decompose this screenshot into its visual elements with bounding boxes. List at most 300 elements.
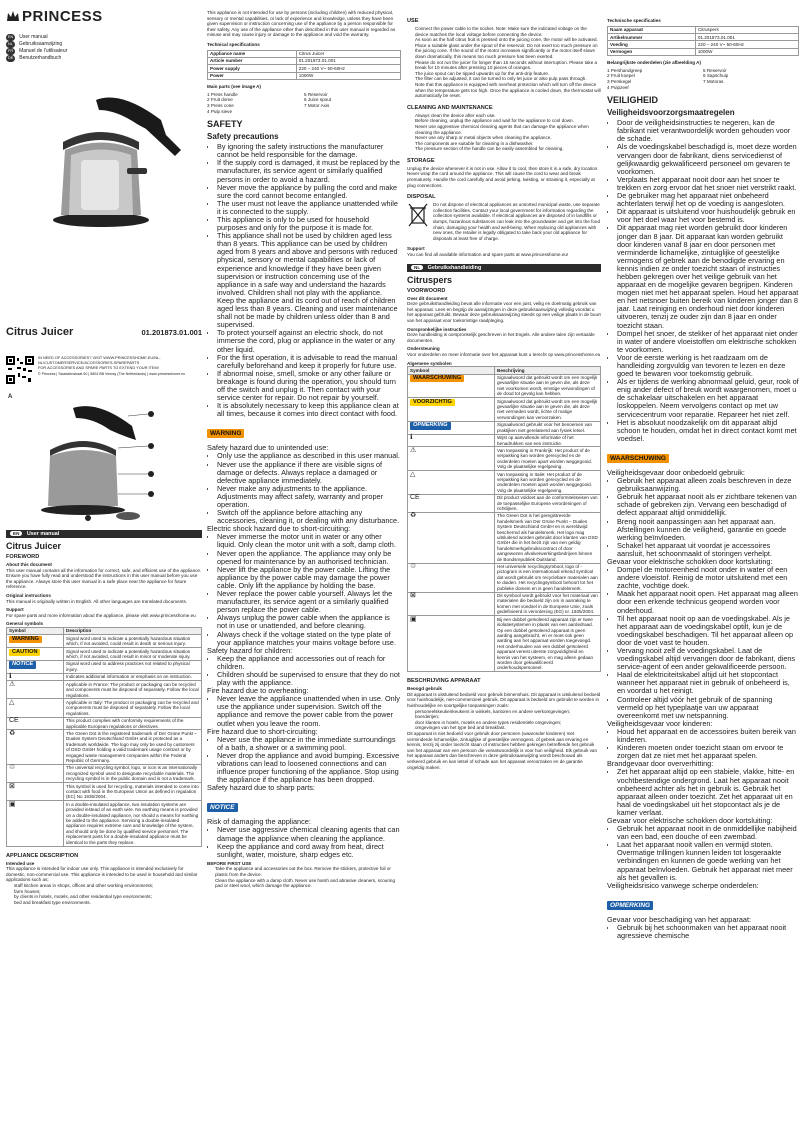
spec-value: 01.201873.01.001 <box>296 57 400 64</box>
damage-list <box>207 826 401 858</box>
spec-key: Naam apparaat <box>608 26 696 33</box>
signal-word-label: NOTICE <box>9 661 36 668</box>
clean-item: • Before cleaning, unplug the appliance and wait for the appliance to cool down. <box>415 118 601 124</box>
exploded-juicer-diagram <box>28 396 178 524</box>
safety-precautions-heading: Safety precautions <box>207 132 279 142</box>
en-title: Citrus Juicer <box>6 541 62 551</box>
symbol-description: Signal word used to indicate a potentially hazardous situation which, if not avoided, could result in death or serious injury. <box>64 635 202 648</box>
before-first-use-list <box>207 866 401 888</box>
disposal-block <box>407 202 601 241</box>
onbedoeld-heading: Veiligheidsgevaar door onbedoeld gebruik: <box>607 467 745 477</box>
maatregel-item: • De gebruiker mag het apparaat niet onbeheerd achterlaten terwijl het op de voeding is aangesloten. <box>617 192 799 208</box>
maatregelen-heading: Veiligheidsvoorzorgsmaatregelen <box>607 108 735 118</box>
symbol-row <box>7 730 202 764</box>
part-item: 1 Pershandgreep <box>607 67 643 73</box>
before-first-use-heading: BEFORE FIRST USE <box>207 860 252 866</box>
clean-item: • Always clean the device after each use. <box>415 113 601 119</box>
copyright: © Princess | Swaddenstraat 60 | 5804 BB Venray (The Netherlands) | www.princesshome.eu <box>38 372 186 377</box>
shock-heading: Electric shock hazard due to short-circuiting: <box>207 524 351 534</box>
intended-heading: Intended use <box>6 860 35 866</box>
precaution-item: • This appliance shall not be used by children aged less than 8 years. This appliance can be used by children aged from 8 years and above and persons with reduced physical, sensory or mental capabilities or lack of experience and knowledge if they have been given supervision or instruction concerning use of the appliance in a safe way and understand the hazards involved. Children shall not play with the appliance. Keep the appliance and its cord out of reach of children aged less than 8 years. Cleaning and user maintenance shall not be made by children unless older than 8 and supervised. <box>217 232 401 329</box>
symbol-row <box>408 434 601 447</box>
symbol-row <box>408 374 601 398</box>
column-1 <box>6 0 202 1133</box>
symbol-cell <box>408 447 495 471</box>
shock-item: • Never replace the power cable yourself. Always let the manufacturer, its service agent or a similarly qualified person replace the power cable. <box>217 590 401 614</box>
use-list <box>407 26 601 99</box>
spec-row <box>608 26 799 33</box>
children-item: • Keep the appliance and accessories out of reach for children. <box>217 655 401 671</box>
maatregel-item: • Dit apparaat is uitsluitend voor huishoudelijk gebruik en voor het doel waar het voor bestemd is. <box>617 208 799 224</box>
onbedoeld-item: • Gebruik het apparaat alleen zoals beschreven in deze gebruiksaanwijzing. <box>617 477 799 493</box>
children-item: • Children should be supervised to ensure that they do not play with the appliance. <box>217 671 401 687</box>
symbol-description: Bij een dubbel geïsoleerd apparaat zijn er twee isolatiesystemen in plaats van een aardedraad. Op een dubbel geïsoleerd apparaat is geen aarding aangebracht, en er moet ook geen aarding aan het apparaat worden toegevoegd. Het onderhouden van een dubbel geïsoleerd apparaat vereist uiterste zorgvuldigheid en kennis van het systeem, en mag alleen gedaan worden door gekwalificeerd onderhoudspersoneel. <box>495 616 601 672</box>
nl-symbols-table <box>407 366 601 672</box>
nl-parts-list <box>607 68 799 90</box>
qr-line-1: IN NEED OF ACCESSORIES? VISIT WWW.PRINCESSHOME.EU/NL-NL/CUSTOMERSERVICE/ACCESSORIES-SPAREPARTS <box>38 355 161 365</box>
short-list <box>207 736 401 785</box>
spec-key: Artikelnummer <box>608 34 696 41</box>
symbol-cell <box>408 512 495 563</box>
symbol-cell <box>7 783 64 801</box>
nl-section-header <box>407 264 601 272</box>
product-image-hero <box>6 80 202 230</box>
language-row <box>6 41 202 48</box>
damage-heading: Risk of damaging the appliance: <box>207 817 311 827</box>
kinderen-item: • Houd het apparaat en de accessoires buiten bereik van kinderen. <box>617 728 799 744</box>
storage-heading: STORAGE <box>407 157 435 164</box>
warning-label: WARNING <box>207 429 244 438</box>
nl-badge: NL <box>411 265 423 270</box>
precaution-item: • It is absolutely necessary to keep this appliance clean at all times, because it comes into direct contact with food. <box>217 402 401 418</box>
oorspr-heading: Oorspronkelijke instructies <box>407 326 467 332</box>
onbedoeld-item: • Schakel het apparaat uit voordat je accessoires aansluit, het schoonmaakt of storingen verhelpt. <box>617 542 799 558</box>
en-section-header <box>6 530 202 538</box>
symbol-cell <box>7 801 64 846</box>
language-code-badge: NL <box>8 42 13 46</box>
symbol-description: Signal word used to indicate a potentially hazardous situation which, if not avoided, could result in minor or moderate injury. <box>64 648 202 661</box>
foreword-heading: FOREWORD <box>6 554 40 560</box>
spec-key: Article number <box>208 57 297 64</box>
cleaning-heading: CLEANING AND MAINTENANCE <box>407 104 493 111</box>
schok-item: • Haal de elektriciteitskabel altijd uit het stopcontact wanneer het apparaat niet in gebruik of onbeheerd is, en voordat u het reinigt. <box>617 671 799 695</box>
beoogd-item: • personeelskeukenkeukens in winkels, kantoren en andere werkomgevingen; <box>415 709 601 715</box>
spec-row <box>208 57 401 64</box>
kort-list <box>607 825 799 882</box>
damage-item: • Never use aggressive chemical cleaning agents that can damage the appliance when cleaning the appliance. <box>217 826 401 842</box>
onder-paragraph: Voor onderdelen en meer informatie over het apparaat kunt u terecht op www.princesshome.eu <box>407 351 601 357</box>
qr-code-icon <box>6 356 34 384</box>
schok-item: • Maak het apparaat nooit open. Het apparaat mag alleen door een erkende technicus geopend worden voor onderhoud. <box>617 590 799 614</box>
symbol-glyph-icon: △ <box>410 470 416 478</box>
princess-logo <box>6 8 202 25</box>
maatregel-item: • Voor de eerste werking is het raadzaam om de handleiding zorgvuldig van tevoren te lezen en deze goed te bewaren voor toekomstig gebruik. <box>617 354 799 378</box>
en-symbols-table <box>6 627 202 847</box>
symbol-glyph-icon: ⊠ <box>9 782 15 790</box>
signal-word-label: WARNING <box>9 636 42 643</box>
maatregel-item: • Door de veiligheidsinstructies te negeren, kan de fabrikant niet verantwoordelijk worden gehouden voor de schade. <box>617 119 799 143</box>
kort-heading: Gevaar voor elektrische schokken door kortsluiting: <box>607 815 773 825</box>
symbol-glyph-icon: ▣ <box>410 615 417 623</box>
citrus-juicer-illustration <box>41 80 191 230</box>
support2-paragraph: You can find all available information and spare parts at www.princesshome.eu! <box>407 252 569 257</box>
tech-spec-heading: Technical specifications <box>207 41 260 47</box>
about-heading: About this document <box>6 562 52 567</box>
kort-item: • Laat het apparaat nooit vallen en vermijd stoten. Overmatige trillingen kunnen leiden tot losgeraakte verbindingen en kunnen de goede werking van het apparaat beïnvloeden. Gebruik het apparaat niet meer als het gevallen is. <box>617 841 799 881</box>
symbol-row <box>7 764 202 782</box>
beoogd-item: • omgevingen van het type bed and breakfast. <box>415 725 601 731</box>
brand-item: • Zet het apparaat altijd op een stabiele, vlakke, hitte- en vochtbestendige ondergrond. Laat het apparaat nooit onbeheerd achter als het in gebruik is. Gebruik het apparaat alleen onder toezicht. Zet het apparaat uit en haal de voedingskabel uit het stopcontact als je de kamer verlaat. <box>617 768 799 817</box>
symbol-glyph-icon: ⊠ <box>410 592 416 600</box>
use-item: • Place a suitable glass under the spout of the reservoir. Do not exert too much pressure on the juicing cone. If the sound of the motor increases significantly or the motor itself slows down dramatically, this means too much pressure has been exerted. <box>415 43 601 60</box>
beoogd-paragraph: Dit apparaat is uitsluitend bedoeld voor gebruik binnenshuis. Dit apparaat is uitsluitend bedoeld voor huishoudelijk, niet-commercieel gebruik. Dit apparaat is bedoeld om gebruikt te worden in huishoudelijke en soortgelijke toepassingen zoals: <box>407 691 601 709</box>
main-parts-list <box>207 92 401 114</box>
symbol-col-header: Symbol <box>7 627 64 634</box>
figure-label: A <box>8 394 13 400</box>
symbol-description: Signal word used to address practices not related to physical injury. <box>64 660 202 673</box>
spec-value: 220 – 240 V~ 50-60Hz <box>695 41 798 48</box>
shock-item: • Never lift the appliance by the power cable. Lifting the appliance by the power cable may damage the power cable. Only lift the appliance by holding the base. <box>217 566 401 590</box>
beoogd-item: • boerderijen; <box>415 714 601 720</box>
damage-item: • Keep the appliance and cord away from heat, direct sunlight, water, moisture, sharp edges etc. <box>217 843 401 859</box>
cleaning-list <box>407 113 601 152</box>
symbol-glyph-icon: ⚠ <box>9 680 16 688</box>
onbedoeld-item: • Breng nooit aanpassingen aan het apparaat aan. Afstellingen kunnen de veiligheid, garantie en goede werking beïnvloeden. <box>617 518 799 542</box>
symbol-row <box>408 494 601 512</box>
symbol-description: Applicable in Italy: The product or packaging can be recycled and components must be disposed of separately. Follow the local regulations. <box>64 699 202 717</box>
unintended-item: • Never make any adjustments to the appliance. Adjustments may affect safety, warranty and proper operation. <box>217 485 401 509</box>
symbol-cell <box>7 730 64 764</box>
unintended-item: • Only use the appliance as described in this user manual. <box>217 452 401 460</box>
about-paragraph: This user manual contains all the information for correct, safe, and efficient use of the appliance. Ensure you have fully read and understood the instructions in this user manual before you use the appliance. Always store this user manual in a safe place near the appliance for future reference. <box>6 567 202 590</box>
language-label: Manuel de l'utilisateur <box>19 48 68 54</box>
spec-value: 01.201873.01.001 <box>695 34 798 41</box>
alg-symbols-heading: Algemene symbolen <box>407 360 452 366</box>
general-symbols-heading: General symbols <box>6 621 44 627</box>
symbol-cell <box>7 648 64 661</box>
symbol-description: Dit product voldoet aan de conformiteitseisen van de toepasselijke Europese verordeningen of richtlijnen. <box>495 494 601 512</box>
beschadiging-list <box>607 924 799 940</box>
language-row <box>6 55 202 62</box>
kort-item: • Gebruik het apparaat nooit in de onmiddellijke nabijheid van een bad, een douche of een zwembad. <box>617 825 799 841</box>
language-label: User manual <box>19 34 48 40</box>
crossed-bin-icon <box>407 202 429 228</box>
spec-value: 1000W <box>296 72 400 79</box>
spec-key: Vermogen <box>608 48 696 55</box>
maatregel-item: • Als er tijdens de werking abnormaal geluid, geur, rook of enig ander defect of breuk wordt waargenomen, moet u de schakelaar uitschakelen en het apparaat loskoppelen. Neem vervolgens contact op met uw servicecentrum voor reparatie. Repareer het niet zelf. <box>617 378 799 418</box>
nl-symbol-col-header: Symbool <box>408 367 495 374</box>
spec-row <box>208 65 401 72</box>
beoogd-item: • door klanten in hotels, motels en andere types residentiële omgevingen; <box>415 720 601 726</box>
symbol-cell <box>408 434 495 447</box>
beschadiging-item: • Gebruik bij het schoonmaken van het apparaat nooit agressieve chemische <box>617 924 799 940</box>
symbol-cell <box>408 374 495 398</box>
use-item: • Note that this appliance is equipped with overheat protection which will turn off the device when the temperature gets too high. Once the appliance is cooled down, the thermostat will automatically be reset. <box>415 82 601 99</box>
clean-item: • Never use aggressive chemical cleaning agents that can damage the appliance when cleaning the appliance. <box>415 124 601 135</box>
appliance-description-heading: APPLIANCE DESCRIPTION <box>6 852 79 859</box>
clean-item: • Never use any sharp or metal objects when cleaning the appliance. <box>415 135 601 141</box>
shock-item: • Never open the appliance. The appliance may only be opened for maintenance by an authorised technician. <box>217 550 401 566</box>
unintended-heading: Safety hazard due to unintended use: <box>207 443 329 453</box>
symbol-cell <box>408 494 495 512</box>
oorspr-paragraph: Deze handleiding is oorspronkelijk geschreven in het Engels. Alle andere talen zijn vertaalde documenten. <box>407 332 595 343</box>
main-parts-heading: Main parts (see image A) <box>207 84 261 90</box>
beschadiging-heading: Gevaar voor beschadiging van het apparaat: <box>607 914 752 924</box>
fire-item: • Never leave the appliance unattended when in use. Only use the appliance under supervision. Switch off the appliance and remove the power cable from the power outlet when you leave the room. <box>217 695 401 727</box>
symbol-row <box>408 421 601 434</box>
symbol-glyph-icon: ♻ <box>410 512 417 520</box>
symbol-cell <box>408 471 495 495</box>
maatregel-item: • Dit apparaat mag niet worden gebruikt door kinderen jonger dan 8 jaar. Dit apparaat kan worden gebruikt door kinderen vanaf 8 jaar en door personen met verminderde lichamelijke, zintuiglijke of geestelijke vermogens of gebrek aan de benodigde ervaring en kennis indien ze onder toezicht staan of instructies hebben gekregen over het veilige gebruik van het apparaat en de mogelijke gevaren begrijpen. Kinderen mogen niet met het apparaat spelen. Houd het apparaat en het netsnoer buiten bereik van kinderen jonger dan 8 jaar. Laat reiniging en onderhoud niet door kinderen uitvoeren, tenzij ze ouder zijn dan 8 jaar en onder toezicht staan. <box>617 224 799 329</box>
symbol-glyph-icon: ℹ <box>410 434 413 442</box>
language-row <box>6 34 202 41</box>
schok-item: • Dompel de motoreenheid nooit onder in water of een andere vloeistof. Reinig de motor uitsluitend met een zachte, vochtige doek. <box>617 566 799 590</box>
symbol-cell <box>7 673 64 680</box>
nl-tech-table <box>607 26 799 57</box>
support-paragraph: For spare parts and more information about the appliance, please visit www.princesshome.eu <box>6 612 196 618</box>
tech-spec-table <box>207 50 401 81</box>
precaution-item: • By ignoring the safety instructions the manufacturer cannot be held responsible for the damage. <box>217 143 401 159</box>
nl-header-label: Gebruikshandleiding <box>427 264 482 271</box>
symbol-row <box>408 447 601 471</box>
symbol-row <box>7 717 202 730</box>
intended-item: • by clients in hotels, motels, and other residential type environments; <box>14 894 202 900</box>
product-title: Citrus Juicer <box>6 326 74 338</box>
precaution-item: • If the supply cord is damaged, it must be replaced by the manufacturer, its service agent or similarly qualified persons in order to avoid a hazard. <box>217 159 401 183</box>
disposal-heading: DISPOSAL <box>407 194 436 201</box>
part-item: 7 Motor Axis <box>304 102 330 108</box>
clean-item: • The components are suitable for cleaning in a dishwasher. <box>415 141 601 147</box>
maatregelen-list <box>607 119 799 443</box>
nl-tech-heading: Technische specificaties <box>607 18 661 23</box>
beschrijving-heading: BESCHRIJVING APPARAAT <box>407 678 481 685</box>
symbol-glyph-icon: △ <box>9 698 15 706</box>
symbol-description: The Green Dot is het geregistreerde handelsmerk van Der Grüne Punkt – Duales System Deutschland GmbH en is wereldwijd beschermd als handelsmerk. Het logo mag uitsluitend worden gebruikt door klanten van DSD GmbH die in het bezit zijn van een geldig handelsmerkgebruikscontract of door aangewezen afvalverwerkingsbedrijven binnen de Bondsrepubliek Duitsland. <box>495 512 601 563</box>
language-code-badge: DE <box>8 56 14 60</box>
symbol-row <box>408 471 601 495</box>
column-2 <box>207 0 401 1133</box>
figure-a <box>6 394 202 524</box>
maatregel-item: • Het is absoluut noodzakelijk om dit apparaat altijd schoon te houden, omdat het in direct contact komt met voedsel. <box>617 419 799 443</box>
opmerking-label: OPMERKING <box>607 901 653 910</box>
symbol-cell <box>408 421 495 434</box>
maatregel-item: • Als de voedingskabel beschadigd is, moet deze worden vervangen door de fabrikant, diens servicedienst of gelijkwaardig gekwalificeerd personeel om gevaren te voorkomen. <box>617 143 799 175</box>
en-intro-paragraph: This appliance is not intended for use by persons (including children) with reduced physical, sensory or mental capabilities, or lack of experience and knowledge, unless they have been given supervision or instruction concerning use of the appliance by a person responsible for their safety. Any use of the appliance other than described in this user manual is regarded as misuse and may cause injury or damage to the appliance and void the warranty. <box>207 10 396 38</box>
spec-row <box>608 34 799 41</box>
nl-description-col-header: Beschrijving <box>495 367 601 374</box>
fire-list <box>207 695 401 727</box>
qr-line-2: FOR ACCESSORIES AND SPARE PARTS TO EXTEND YOUR ITEM! <box>38 364 159 370</box>
part-item: 4 Pulp sieve <box>207 108 233 114</box>
symbol-description: Wijst op aanvullende informatie of het benadrukken van een instructie. <box>495 434 601 447</box>
part-item: 4 Pulpzeef <box>607 84 629 90</box>
spec-row <box>608 41 799 48</box>
precaution-item: • For the first operation, it is advisable to read the manual carefully beforehand and keep it properly for future use. <box>217 354 401 370</box>
nl-parts-heading: Belangrijkste onderdelen (zie afbeelding A) <box>607 60 702 66</box>
kinderen-list <box>607 728 799 760</box>
disposal-paragraph: Do not dispose of electrical appliances as unsorted municipal waste, use separate collection facilities. Contact your local government for information regarding the collection systems available. If electrical appliances are disposed of in landfills or dumps, hazardous substances can leak into the groundwater and get into the food chain, damaging your health and well-being. When replacing old appliances with new ones, the retailer is legally obligated to take back your old appliance for disposals at least free of charge. <box>433 202 601 241</box>
symbol-row <box>7 681 202 699</box>
part-item: 5 Reservoir <box>703 67 727 73</box>
crown-icon <box>6 10 20 23</box>
spec-value: Citruspers <box>695 26 798 33</box>
over-paragraph: Deze gebruikshandleiding bevat alle informatie voor een juist, veilig en doelmatig gebruik van het apparaat. Lees en begrijp de aanwijzingen in deze gebruiksaanwijzing volledig voordat u het apparaat gebruikt. Bewaar deze gebruiksaanwijzing steeds op een veilige plaats in de buurt van het apparaat voor toekomstige raadpleging. <box>407 301 601 323</box>
schok-item: • Controleer altijd vóór het gebruik of de spanning vermeld op het typeplaatje van uw apparaat overeenkomt met uw netspanning. <box>617 696 799 720</box>
language-label: Gebruiksaanwijzing <box>18 41 63 47</box>
language-label: Benutzerhandbuch <box>19 55 62 61</box>
symbol-row <box>408 563 601 592</box>
symbol-row <box>7 673 202 680</box>
spec-value: 1000W <box>695 48 798 55</box>
part-item: 6 Sapschuip <box>703 73 729 79</box>
spec-row <box>208 72 401 79</box>
short-item: • Never use the appliance in the immediate surroundings of a bath, a shower or a swimming pool. <box>217 736 401 752</box>
signal-word-label: CAUTION <box>9 649 40 656</box>
symbol-description: The universal recycling symbol, logo, or icon is an internationally recognized symbol used to designate recyclable materials. The recycling symbol is in the public domain and is not a trademark. <box>64 764 202 782</box>
notice-label: NOTICE <box>207 803 238 812</box>
kinderen-heading: Veiligheidsgevaar voor kinderen: <box>607 718 713 728</box>
precautions-list <box>207 143 401 418</box>
symbol-glyph-icon: ♲ <box>9 764 16 772</box>
product-header <box>6 326 202 338</box>
symbol-glyph-icon: ⚠ <box>410 446 417 454</box>
part-item: 3 Press cone <box>207 102 234 108</box>
waarschuwing-label: WAARSCHUWING <box>607 454 669 463</box>
language-list <box>6 34 202 62</box>
symbol-row <box>7 783 202 801</box>
symbol-row <box>408 398 601 422</box>
shock-item: • Always check if the voltage stated on the type plate of your appliance matches your mains voltage before use. <box>217 631 401 647</box>
symbol-glyph-icon: CE <box>410 494 420 502</box>
onbedoeld-item: • Gebruik het apparaat nooit als er zichtbare tekenen van schade of gebreken zijn. Vervang een beschadigd of defect apparaat altijd onmiddellijk. <box>617 493 799 517</box>
intended-list <box>6 883 202 905</box>
schok-item: • Vervang nooit zelf de voedingskabel. Laat de voedingskabel altijd vervangen door de fabrikant, diens service-agent of een ander gekwalificeerde persoon. <box>617 647 799 671</box>
intended-item: • staff kitchen areas in shops, offices and other working environments; <box>14 883 202 889</box>
symbol-cell <box>7 660 64 673</box>
signal-word-label: WAARSCHUWING <box>410 375 464 382</box>
language-row <box>6 48 202 55</box>
column-3 <box>407 0 601 1133</box>
spec-key: Appliance name <box>208 50 297 57</box>
spec-value: Citrus Juicer <box>296 50 400 57</box>
scherp-heading: Veiligheidsrisico vanwege scherpe onderdelen: <box>607 880 759 890</box>
symbol-row <box>7 648 202 661</box>
en-badge: EN <box>10 531 22 536</box>
symbol-row <box>7 660 202 673</box>
short-heading: Fire hazard due to short-circuiting: <box>207 726 318 736</box>
maatregel-item: • Dompel het snoer, de stekker of het apparaat niet onder in water of andere vloeistoffen om elektrische schokken te voorkomen. <box>617 330 799 354</box>
use-heading: USE <box>407 18 419 24</box>
over-heading: Over dit document <box>407 295 448 301</box>
symbol-row <box>7 635 202 648</box>
symbol-cell <box>7 764 64 782</box>
before-item: • Take the appliance and accessories out the box. Remove the stickers, protective foil or plastic from the device. <box>215 866 401 877</box>
precaution-item: • To protect yourself against an electric shock, do not immerse the cord, plug or appliance in the water or any other liquid. <box>217 329 401 353</box>
use-item: • Please do not run the juicer for longer than 15 seconds without interruption. Please take a break for 10 minutes after pressing 10 pieces of oranges. <box>415 60 601 71</box>
part-item: 2 Fruit dome <box>207 97 233 103</box>
symbol-description: Het universele recyclingsymbool, logo of -pictogram is een internationaal erkend symbool dat wordt gebruikt om recyclebare materialen aan te duiden. Het recyclingsymbool behoort tot het publieke domein en is geen handelsmerk. <box>495 563 601 592</box>
intended-item: • bed and breakfast type environments. <box>14 900 202 906</box>
column-4 <box>607 0 799 1133</box>
symbol-description: This symbol is used for recycling, materials intended to come into contact with food in the European Union as defined in regulation (EC) No 1935/2004. <box>64 783 202 801</box>
en-header-label: User manual <box>26 531 60 537</box>
spec-key: Power <box>208 72 297 79</box>
part-item: 1 Press handle <box>207 91 238 97</box>
symbol-cell <box>408 398 495 422</box>
safety-heading: SAFETY <box>207 119 243 130</box>
before-item: • Clean the appliance with a damp cloth. Never use harsh and abrasive cleaners, scouring pad or steel wool, which damage the appliance. <box>215 878 401 889</box>
symbol-description: Signaalwoord dat gebruikt wordt om een mogelijk gevaarlijke situatie aan te geven die, als deze niet voorkomen wordt, ernstige verwondingen of de dood tot gevolg kan hebben. <box>495 374 601 398</box>
part-item: 6 Juice spout <box>304 97 332 103</box>
support2-heading: Support <box>407 246 425 252</box>
clean-item: • The pressure section of the handle can be easily assembled for cleaning. <box>415 146 601 152</box>
article-number: 01.201873.01.001 <box>141 328 202 337</box>
intended-paragraph: This appliance is intended for indoor use only. This appliance is intended exclusively for domestic, non-commercial use. This appliance is intended to be used in household and similar applications such as: <box>6 866 198 883</box>
schok-list <box>607 566 799 720</box>
symbol-cell <box>7 699 64 717</box>
description-col-header: Description <box>64 627 202 634</box>
brand-list <box>607 768 799 817</box>
symbol-cell <box>7 681 64 699</box>
symbol-cell <box>408 616 495 672</box>
beoogd-list <box>407 709 601 731</box>
short-item: • Never drop the appliance and avoid bumping. Excessive vibrations can lead to loosened connections and can influence proper functioning of the appliance. Stop using the appliance if the appliance has been dropped. <box>217 752 401 784</box>
symbol-description: Signaalwoord gebruikt voor het benoemen van praktijken niet gerelateerd aan fysiek letsel. <box>495 421 601 434</box>
unintended-item: • Never use the appliance if there are visible signs of damage or defects. Always replace a damaged or defective appliance immediately. <box>217 461 401 485</box>
symbol-description: In a double-insulated appliance, two insulation systems are provided instead of an earth wire. No earthing means is provided on a double-insulated appliance, nor should a means for earthing be added to the appliance. Servicing a double-insulated appliance requires extreme care and knowledge of the system, and should only be done by qualified service personnel. The replacement parts for a double-insulated appliance must be identical to the parts they replace. <box>64 801 202 846</box>
kinderen-item: • Kinderen moeten onder toezicht staan om ervoor te zorgen dat ze niet met het apparaat spelen. <box>617 744 799 760</box>
precaution-item: • If abnormal noise, smell, smoke or any other failure or breakage is found during the operation, you should turn off the switch and unplug it. Then contact with your service center for repair. Do not repair by yourself. <box>217 370 401 402</box>
use-item: • The filter can be adjusted, it can be turned to only let juice or also pulp pass through. <box>415 76 601 82</box>
symbol-row <box>7 801 202 846</box>
children-heading: Safety hazard for children: <box>207 645 293 655</box>
symbol-cell <box>7 635 64 648</box>
original-paragraph: This manual is originally written in English. All other languages are translated documents. <box>6 598 188 604</box>
fire-heading: Fire hazard due to overheating: <box>207 686 309 696</box>
use-item: • As soon as the half citrus fruit is pressed onto the juicing cone, the motor will be activated. <box>415 37 601 43</box>
voorwoord-heading: VOORWOORD <box>407 287 446 294</box>
precaution-item: • The user must not leave the appliance unattended while it is connected to the supply. <box>217 200 401 216</box>
storage-paragraph: Unplug the device whenever it is not in use. Allow it to cool, then store it in a safe, dry location. Never wrap the cord around the appliance. This will cause the cord to wear and break prematurely. Handle the cord carefully and avoid jerking, twisting, or straining it, especially at plug connections. <box>407 165 599 188</box>
symbol-cell <box>7 717 64 730</box>
spec-row <box>208 50 401 57</box>
schok-heading: Gevaar voor elektrische schokken door kortsluiting: <box>607 556 773 566</box>
precaution-item: • Never move the appliance by pulling the cord and make sure the cord cannot become entangled. <box>217 184 401 200</box>
symbol-cell <box>408 592 495 616</box>
symbol-description: Dit symbool wordt gebruikt voor het materiaal van materialen die bedoeld zijn om in aanraking te komen met voedsel in de Europese Unie, zoals gedefinieerd in verordening (EG) nr. 1935/2004. <box>495 592 601 616</box>
spec-value: 220 – 240 V~ 50-60Hz <box>296 65 400 72</box>
symbol-description: This product complies with conformity requirements of the applicable European regulations or directives. <box>64 717 202 730</box>
language-code-badge: EN <box>8 35 14 39</box>
part-item: 5 Reservoir <box>304 91 328 97</box>
symbol-description: Indicates additional information or emphasis on an instruction. <box>64 673 202 680</box>
brand-name: PRINCESS <box>22 8 103 25</box>
symbol-glyph-icon: ♻ <box>9 729 16 737</box>
symbol-description: Van toepassing in Italië: Het product of de verpakking kan worden gerecycled en de onderdelen moeten apart worden weggegooid. Volg de plaatselijke regelgeving. <box>495 471 601 495</box>
symbol-description: Van toepassing in Frankrijk: Het product of de verpakking kan worden gerecycled en de onderdelen moeten apart worden weggegooid. Volg de plaatselijke regelgeving. <box>495 447 601 471</box>
symbol-description: The Green Dot is the registered trademark of Der Grüne Punkt – Duales System Deutschland GmbH and is protected as a trademark worldwide. The logo may only be used by customers of DSD GmbH holding a valid trademark usage contract or by engaged waste management companies within the Federal Republic of Germany. <box>64 730 202 764</box>
spec-row <box>608 48 799 55</box>
language-code-badge: FR <box>8 49 14 53</box>
signal-word-label: OPMERKING <box>410 422 451 429</box>
unintended-item: • Switch off the appliance before attaching any accessories, cleaning it, or dealing with any disturbance. <box>217 509 401 525</box>
symbol-glyph-icon: ℹ <box>9 673 12 681</box>
support-heading: Support <box>6 607 24 613</box>
onder-heading: Ondersteuning <box>407 346 440 352</box>
symbol-glyph-icon: CE <box>9 717 19 725</box>
symbol-description: Applicable in France: The product or packaging can be recycled and components must be disposed of separately. Follow the local regulations. <box>64 681 202 699</box>
signal-word-label: VOORZICHTIG <box>410 399 455 406</box>
